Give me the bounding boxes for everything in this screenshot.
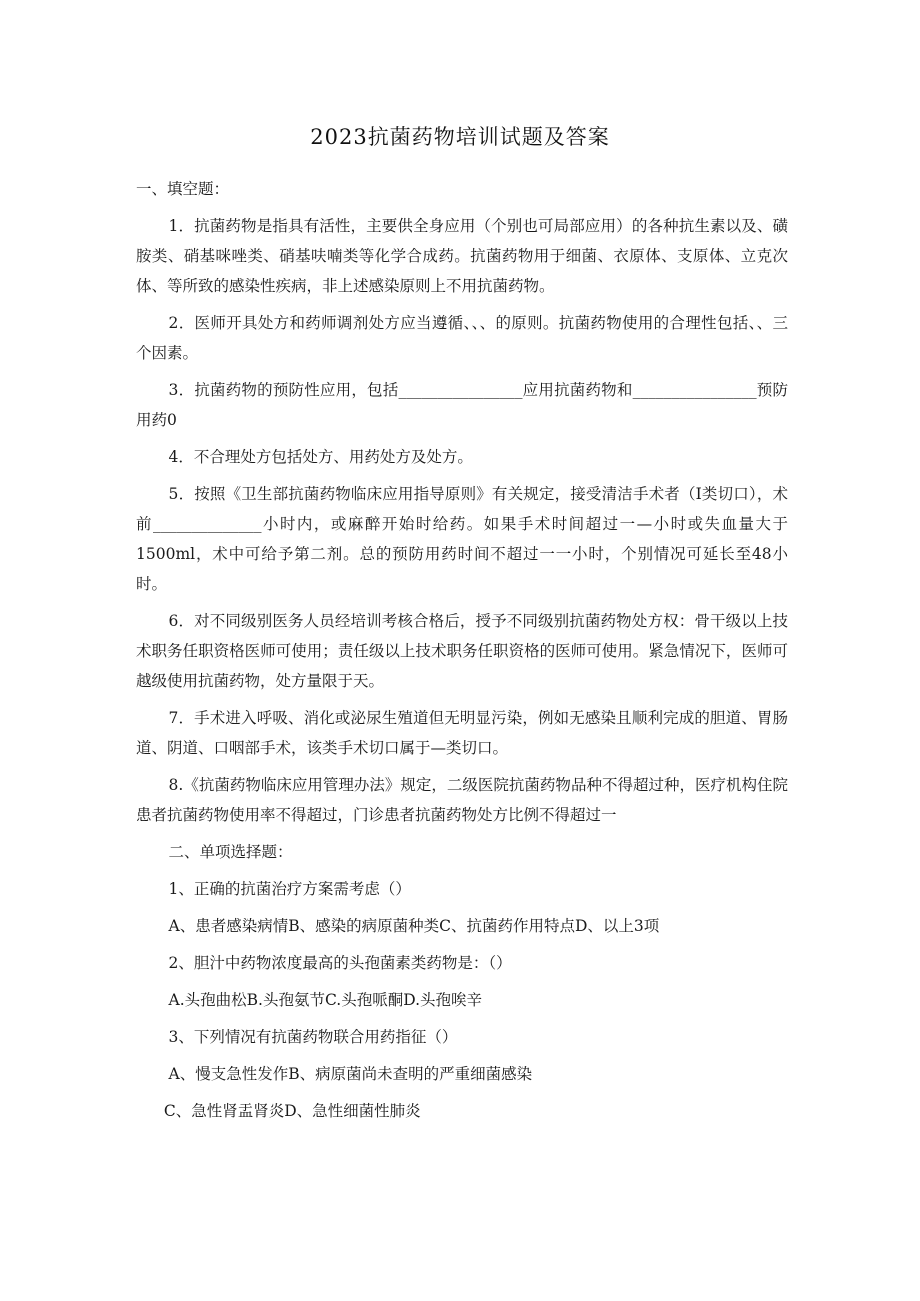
- question-7: 7．手术进入呼吸、消化或泌尿生殖道但无明显污染，例如无感染且顺利完成的胆道、胃肠道、阴道、口咽部手术，该类手术切口属于—类切口。: [136, 709, 788, 757]
- document-title: 2023抗菌药物培训试题及答案: [310, 125, 610, 149]
- question-2: 2．医师开具处方和药师调剂处方应当遵循、、、的原则。抗菌药物使用的合理性包括、、三个因素。: [136, 314, 788, 362]
- choice-question-3-options-cd: C、急性肾盂肾炎D、急性细菌性肺炎: [163, 1102, 421, 1120]
- choice-question-3-options-ab: A、慢支急性发作B、病原菌尚未查明的严重细菌感染: [168, 1065, 533, 1083]
- choice-question-1: 1、正确的抗菌治疗方案需考虑（）: [168, 880, 411, 898]
- choice-question-2-options: A.头孢曲松B.头孢氨节C.头孢哌酮D.头孢唉辛: [168, 991, 483, 1009]
- section-heading-fill-in: 一、填空题：: [136, 180, 230, 198]
- choice-question-3: 3、下列情况有抗菌药物联合用药指征（）: [168, 1028, 458, 1046]
- choice-question-1-options: A、患者感染病情B、感染的病原菌种类C、抗菌药作用特点D、以上3项: [168, 917, 660, 935]
- question-8: 8.《抗菌药物临床应用管理办法》规定，二级医院抗菌药物品种不得超过种，医疗机构住院患者抗菌药物使用率不得超过，门诊患者抗菌药物处方比例不得超过一: [136, 776, 788, 824]
- question-6: 6．对不同级别医务人员经培训考核合格后，授予不同级别抗菌药物处方权：骨干级以上技术职务任职资格医师可使用；责任级以上技术职务任职资格的医师可使用。紧急情况下，医师可越级使用抗菌药物，处方量限于天。: [136, 612, 788, 690]
- document-body: [136, 174, 788, 1133]
- section-heading-single-choice: 二、单项选择题：: [168, 843, 293, 861]
- question-1: 1．抗菌药物是指具有活性，主要供全身应用（个别也可局部应用）的各种抗生素以及、磺胺类、硝基咪唑类、硝基呋喃类等化学合成药。抗菌药物用于细菌、衣原体、支原体、立克次体、等所致的感染性疾病，非上述感染原则上不用抗菌药物。: [136, 217, 788, 295]
- choice-question-2: 2、胆汁中药物浓度最高的头孢菌素类药物是：（）: [168, 954, 512, 972]
- question-5: 5．按照《卫生部抗菌药物临床应用指导原则》有关规定，接受清洁手术者（I类切口），术前______________小时内，或麻醉开始时给药。如果手术时间超过一—小时或失血量大于1500ml，术中可给予第二剂。总的预防用药时间不超过一一小时，个别情况可延长至48小时。: [136, 485, 788, 593]
- question-4: 4．不合理处方包括处方、用药处方及处方。: [168, 448, 473, 466]
- question-3: 3．抗菌药物的预防性应用，包括________________应用抗菌药物和________________预防用药0: [136, 381, 788, 429]
